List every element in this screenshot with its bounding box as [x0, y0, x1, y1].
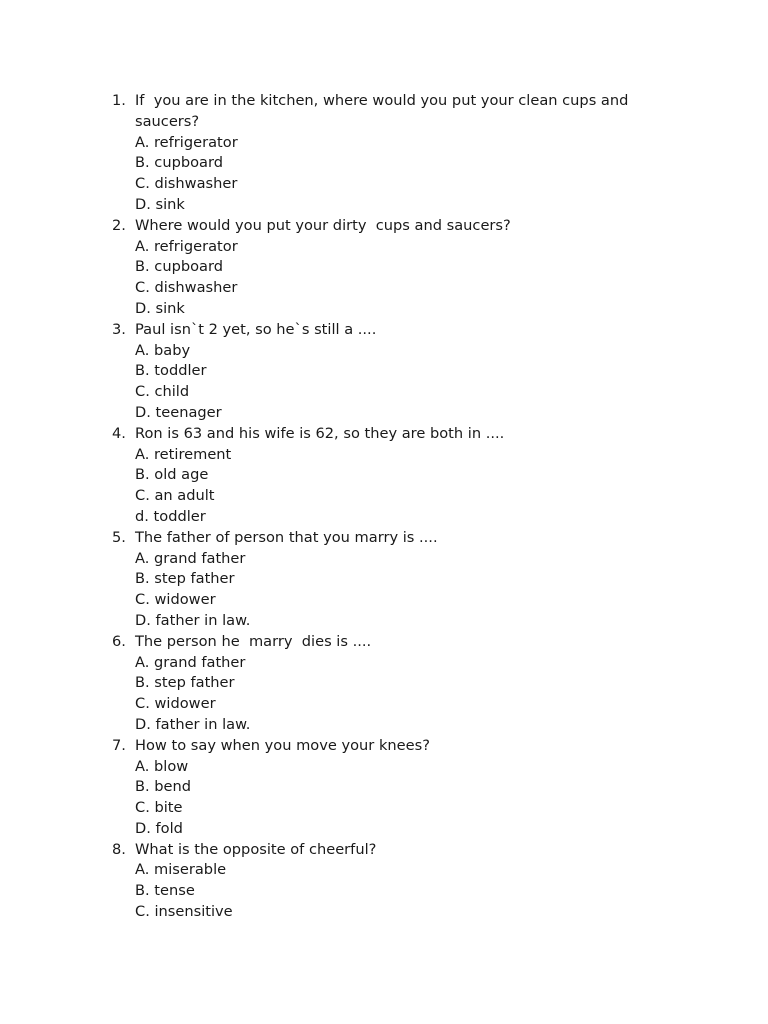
- question-text: The father of person that you marry is ....: [135, 528, 438, 546]
- question-number: 3.: [112, 320, 126, 338]
- question-text: The person he marry dies is ....: [135, 632, 372, 650]
- option-b: B. toddler: [135, 362, 207, 380]
- option-b: B. step father: [135, 570, 235, 588]
- question-body: [135, 528, 672, 632]
- option-d: d. toddler: [135, 507, 206, 525]
- option-c: C. widower: [135, 591, 216, 609]
- option-a: A. miserable: [135, 861, 227, 879]
- question-body: [135, 736, 672, 840]
- option-d: D. teenager: [135, 403, 222, 421]
- question-body: [135, 320, 672, 424]
- question-text: Where would you put your dirty cups and saucers?: [135, 216, 511, 234]
- question-number: 4.: [112, 424, 126, 442]
- option-a: A. grand father: [135, 549, 246, 567]
- option-a: A. refrigerator: [135, 133, 238, 151]
- question-2: [112, 216, 672, 320]
- question-text: Ron is 63 and his wife is 62, so they are both in ....: [135, 424, 505, 442]
- question-body: [135, 216, 672, 320]
- question-text: What is the opposite of cheerful?: [135, 840, 377, 858]
- option-c: C. bite: [135, 799, 183, 817]
- question-text: Paul isn`t 2 yet, so he`s still a ....: [135, 320, 377, 338]
- question-text: If you are in the kitchen, where would you put your clean cups and saucers?: [135, 92, 634, 130]
- option-b: B. cupboard: [135, 154, 223, 172]
- question-number: 1.: [112, 92, 126, 109]
- question-body: [135, 840, 672, 923]
- option-c: C. an adult: [135, 487, 215, 505]
- option-d: D. father in law.: [135, 715, 251, 733]
- option-c: C. dishwasher: [135, 279, 238, 297]
- option-a: A. blow: [135, 757, 189, 775]
- question-body: [135, 632, 672, 736]
- option-a: A. baby: [135, 341, 191, 359]
- option-c: C. widower: [135, 695, 216, 713]
- option-b: B. step father: [135, 674, 235, 692]
- question-body: [135, 424, 672, 528]
- question-number: 7.: [112, 736, 126, 754]
- option-d: D. sink: [135, 195, 185, 213]
- option-b: B. tense: [135, 882, 195, 900]
- option-a: A. retirement: [135, 445, 232, 463]
- question-6: [112, 632, 672, 736]
- question-number: 8.: [112, 840, 126, 858]
- option-a: A. grand father: [135, 653, 246, 671]
- question-list: [112, 91, 672, 923]
- question-3: [112, 320, 672, 424]
- question-text: How to say when you move your knees?: [135, 736, 430, 754]
- option-c: C. child: [135, 383, 190, 401]
- question-number: 2.: [112, 216, 126, 234]
- option-a: A. refrigerator: [135, 237, 238, 255]
- option-b: B. bend: [135, 778, 192, 796]
- question-body: [135, 91, 672, 216]
- question-5: [112, 528, 672, 632]
- option-b: B. old age: [135, 466, 209, 484]
- question-7: [112, 736, 672, 840]
- question-number: 5.: [112, 528, 126, 546]
- question-number: 6.: [112, 632, 126, 650]
- question-8: [112, 840, 672, 923]
- option-d: D. sink: [135, 299, 185, 317]
- question-4: [112, 424, 672, 528]
- option-b: B. cupboard: [135, 258, 223, 276]
- option-d: D. father in law.: [135, 611, 251, 629]
- option-d: D. fold: [135, 819, 183, 837]
- option-c: C. insensitive: [135, 903, 233, 921]
- question-1: [112, 91, 672, 216]
- option-c: C. dishwasher: [135, 175, 238, 193]
